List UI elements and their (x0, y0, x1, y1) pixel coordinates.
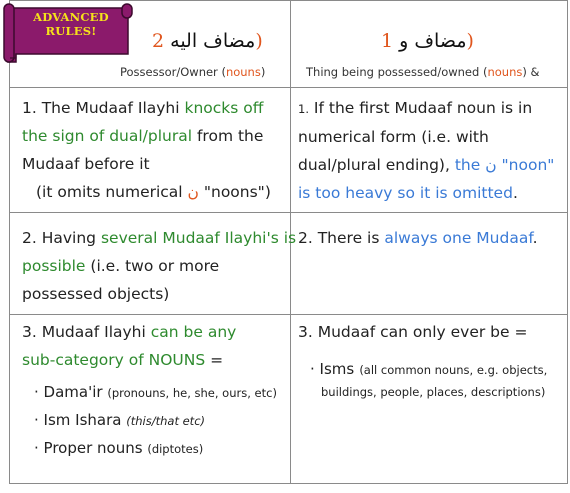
green-text: can be any (150, 323, 237, 341)
ribbon-line-1: ADVANCED (33, 10, 109, 24)
blue-text: always one Mudaaf (384, 229, 533, 247)
ribbon-label (18, 10, 124, 38)
bullet-detail: (this/that etc) (126, 414, 205, 428)
header-left-number: 2) (152, 30, 263, 52)
bullet-detail: (diptotes) (147, 442, 204, 456)
list-item: · Ism Ishara (this/that etc) (34, 411, 205, 429)
text: 3. Mudaaf can only ever be = (298, 323, 528, 341)
header-right-title (373, 30, 474, 52)
list-item: · Dama'ir (pronouns, he, she, ours, etc) (34, 383, 277, 401)
row-divider-header (9, 87, 568, 88)
bullet-detail: (pronouns, he, she, ours, etc) (107, 386, 277, 400)
ribbon-line-2: RULES! (45, 24, 97, 38)
header-left-title (152, 30, 263, 52)
text: 3. Mudaaf Ilayhi (22, 323, 151, 341)
bullet-main: Proper nouns (43, 439, 143, 457)
text: 1. (298, 102, 309, 116)
blue-text: is too heavy so it is omitted (298, 184, 513, 202)
row1-left-text (22, 94, 271, 206)
bullet-main: Ism Ishara (43, 411, 122, 429)
noon-glyph: ن (187, 183, 199, 201)
text: (it omits numerical (36, 183, 188, 201)
row1-right-text (298, 94, 554, 207)
bullet-detail: (all common nouns, e.g. objects, (359, 363, 548, 377)
header-right-arabic: مضاف و (399, 30, 467, 52)
green-text: knocks off (184, 99, 264, 117)
row3-right-text (298, 318, 527, 346)
sub-highlight: nouns (225, 65, 261, 79)
text: . (512, 184, 518, 202)
green-text: possible (22, 257, 86, 275)
text: 2. Having (22, 229, 101, 247)
text: dual/plural ending), (298, 156, 455, 174)
row3-right-bullet: · Isms (all common nouns, e.g. objects, buildings, people, places, descriptions) (310, 358, 547, 403)
row3-left-bullets (34, 379, 277, 463)
row-divider-1 (9, 212, 568, 213)
sub-text: Thing being possessed/owned ( (306, 65, 488, 79)
text: Mudaaf before it (22, 155, 150, 173)
text: "noons") (198, 183, 271, 201)
row2-right-text (298, 224, 538, 252)
text: 1. The Mudaaf Ilayhi (22, 99, 185, 117)
text: 2. There is (298, 229, 385, 247)
text: (i.e. two or more (85, 257, 220, 275)
bullet-detail: buildings, people, places, descriptions) (321, 385, 546, 399)
text: . (532, 229, 538, 247)
green-text: the sign of dual/plural (22, 127, 193, 145)
sub-text-end: ) & (522, 65, 540, 79)
text: = (205, 351, 224, 369)
sub-text-end: ) (260, 65, 266, 79)
row2-left-text (22, 224, 296, 308)
bullet-main: Isms (319, 360, 355, 378)
sub-text: Possessor/Owner ( (120, 65, 226, 79)
advanced-rules-ribbon (2, 2, 134, 64)
header-right-number: 1) (381, 30, 474, 52)
blue-text: the ن "noon" (454, 156, 555, 174)
header-right-subtitle (306, 65, 539, 79)
text: numerical form (i.e. with (298, 128, 489, 146)
green-text: sub-category of NOUNS (22, 351, 206, 369)
row-divider-2 (9, 314, 568, 315)
sub-highlight: nouns (487, 65, 523, 79)
header-left-arabic: مضاف اليه (170, 30, 256, 52)
bullet-main: Dama'ir (43, 383, 103, 401)
list-item: · Proper nouns (diptotes) (34, 439, 204, 457)
green-text: several Mudaaf Ilayhi's is (100, 229, 297, 247)
text: possessed objects) (22, 285, 170, 303)
text: If the first Mudaaf noun is in (308, 99, 533, 117)
header-left-subtitle (120, 65, 265, 79)
row3-left-text (22, 318, 236, 374)
text: from the (192, 127, 264, 145)
